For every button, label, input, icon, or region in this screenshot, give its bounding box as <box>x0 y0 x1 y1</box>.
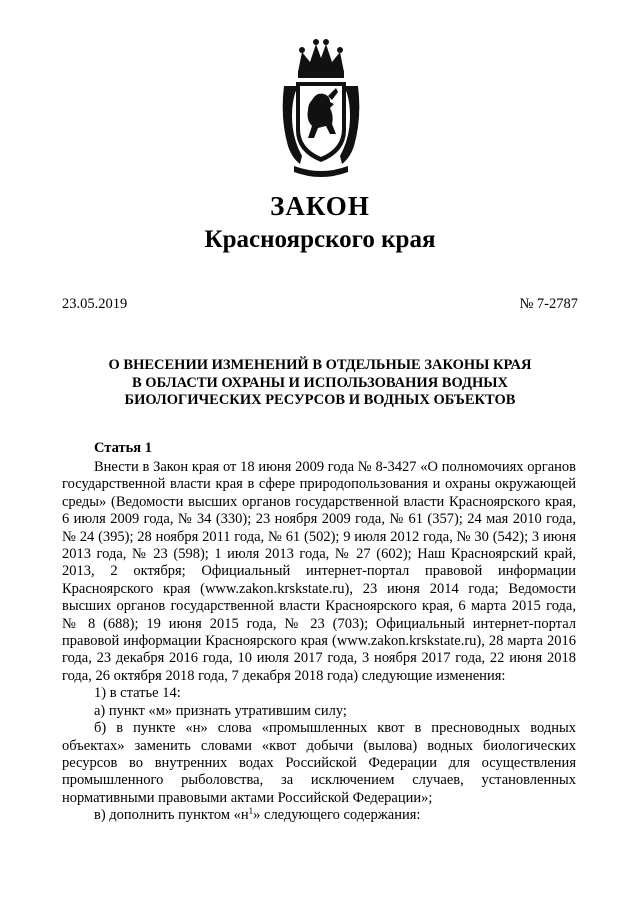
law-title <box>60 357 580 410</box>
article-body <box>62 459 576 825</box>
law-title-line: В ОБЛАСТИ ОХРАНЫ И ИСПОЛЬЗОВАНИЯ ВОДНЫХ <box>132 374 508 391</box>
item-c-text: в) дополнить пунктом «н <box>94 807 249 824</box>
law-title-line: БИОЛОГИЧЕСКИХ РЕСУРСОВ И ВОДНЫХ ОБЪЕКТОВ <box>124 392 516 408</box>
law-title-line: О ВНЕСЕНИИ ИЗМЕНЕНИЙ В ОТДЕЛЬНЫЕ ЗАКОНЫ КРАЯ <box>108 357 532 373</box>
article-item: 1) в статье 14: <box>94 685 181 702</box>
article-item: б) в пункте «н» слова «промышленных квот в пресноводных водных объектах» заменить словами «квот добычи (вылова) водных биологических ресурсов во внутренних водах Российской Федерации для осуществления промышленного рыболовства, за исключением случаев, установленных нормативными правовыми актами Российской Федерации»; <box>62 720 576 806</box>
document-subtitle: Красноярского края <box>204 226 436 253</box>
document-date: 23.05.2019 <box>62 296 128 312</box>
superscript: 1 <box>248 806 254 817</box>
krasnoyarsk-coat-of-arms-icon <box>278 38 364 178</box>
article-item: а) пункт «м» признать утратившим силу; <box>94 702 347 719</box>
document-title: ЗАКОН <box>270 191 370 221</box>
document-number: № 7-2787 <box>519 296 578 312</box>
item-c-text-end: » следующего содержания: <box>253 807 421 824</box>
article-intro-paragraph: Внести в Закон края от 18 июня 2009 года № 8-3427 «О полномочиях органов государственной власти края в сфере природопользования и охраны окружающей среды» (Ведомости высших органов государственной власти Красноярского края, 6 июля 2009 года, № 34 (330); 23 ноября 2009 года, № 61 (357); 24 мая 2010 года, № 24 (395); 28 ноября 2011 года, № 61 (502); 9 июля 2012 года, № 30 (542); 3 июня 2013 года, № 23 (598); 1 июля 2013 года, № 27 (602); Наш Красноярский край, 2013, 2 октября; Официальный интернет-портал правовой информации Красноярского края (www.zakon.krskstate.ru), 23 июня 2014 года; Ведомости высших органов государственной власти Красноярского края, 6 марта 2015 года, № 8 (688); 19 июня 2015 года, № 23 (703); Официальный интернет-портал правовой информации Красноярского края (www.zakon.krskstate.ru), 28 марта 2016 года, 23 декабря 2016 года, 10 июля 2017 года, 3 ноября 2017 года, 22 июня 2018 года, 26 октября 2018 года, 7 декабря 2018 года) следующие изменения: <box>62 459 576 684</box>
article-heading: Статья 1 <box>94 440 152 456</box>
article-item <box>62 807 576 824</box>
